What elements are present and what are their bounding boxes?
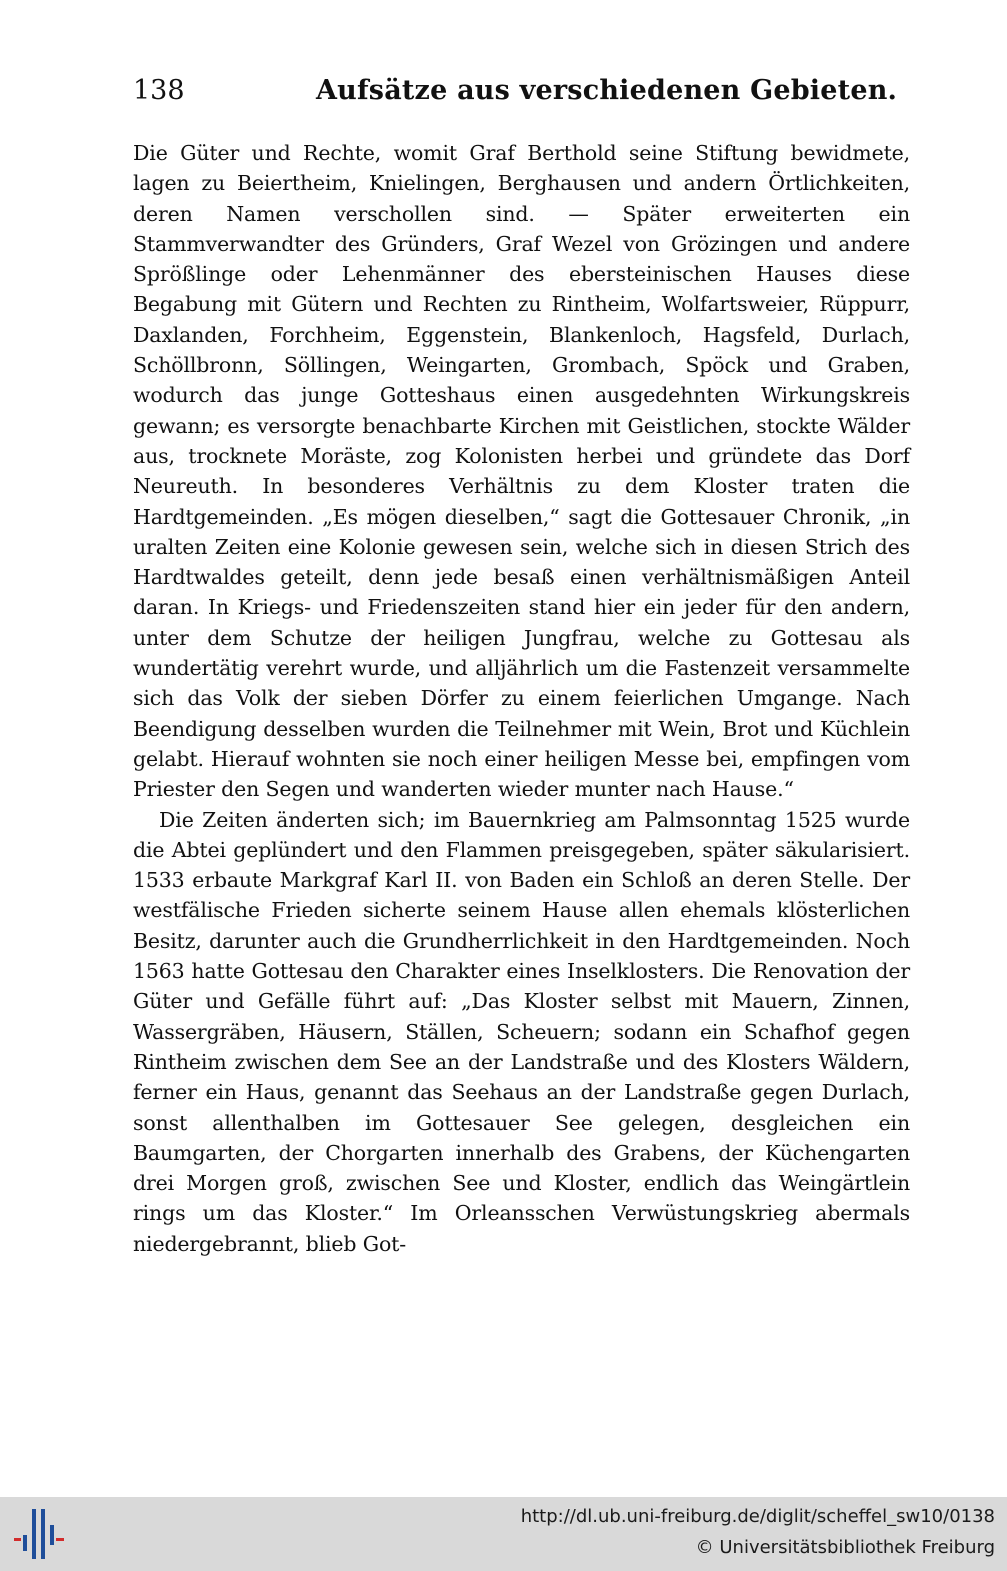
page-number: 138 <box>133 75 185 106</box>
footer-url[interactable]: http://dl.ub.uni-freiburg.de/diglit/scheffel_sw10/0138 <box>520 1506 995 1527</box>
footer-copyright: © Universitätsbibliothek Freiburg <box>695 1537 995 1558</box>
paragraph-2: Die Zeiten änderten sich; im Bauernkrieg am Palmsonntag 1525 wurde die Abtei geplündert und den Flammen preisgegeben, später säkularisiert. 1533 erbaute Markgraf Karl II. von Baden ein Schloß an deren Stelle. Der westfälische Frieden sicherte seinem Hause allen ehemals klösterlichen Besitz, darunter auch die Grundherrlichkeit in den Hardtgemeinden. Noch 1563 hatte Gottesau den Charakter eines Inselklosters. Die Renovation der Güter und Gefälle führt auf: „Das Kloster selbst mit Mauern, Zinnen, Wassergräben, Häusern, Ställen, Scheuern; sodann ein Schafhof gegen Rintheim zwischen dem See an der Landstraße und des Klosters Wäldern, ferner ein Haus, genannt das Seehaus an der Landstraße gegen Durlach, sonst allenthalben im Gottesauer See gelegen, desgleichen ein Baumgarten, der Chorgarten innerhalb des Grabens, der Küchengarten drei Morgen groß, zwischen See und Kloster, endlich das Weingärtlein rings um das Kloster.“ Im Orleansschen Verwüstungskrieg abermals niedergebrannt, blieb Got- <box>133 807 910 1256</box>
running-head <box>133 74 910 114</box>
body-text <box>133 138 910 1259</box>
paragraph-1: Die Güter und Rechte, womit Graf Berthold seine Stiftung bewidmete, lagen zu Beiertheim, Knielingen, Berghausen und andern Örtlichkeiten, deren Namen verschollen sind. — Später erweiterten ein Stammverwandter des Gründers, Graf Wezel von Grözingen und andere Sprößlinge oder Lehenmänner des ebersteinischen Hauses diese Begabung mit Gütern und Rechten zu Rintheim, Wolfartsweier, Rüppurr, Daxlanden, Forchheim, Eggenstein, Blankenloch, Hagsfeld, Durlach, Schöllbronn, Söllingen, Weingarten, Grombach, Spöck und Graben, wodurch das junge Gotteshaus einen ausgedehnten Wirkungskreis gewann; es versorgte benachbarte Kirchen mit Geistlichen, stockte Wälder aus, trocknete Moräste, zog Kolonisten herbei und gründete das Dorf Neureuth. In besonderes Verhältnis zu dem Kloster traten die Hardtgemeinden. „Es mögen dieselben,“ sagt die Gottesauer Chronik, „in uralten Zeiten eine Kolonie gewesen sein, welche sich in diesen Strich des Hardtwaldes geteilt, denn jede besaß einen verhältnismäßigen Anteil daran. In Kriegs- und Friedenszeiten stand hier ein jeder für den andern, unter dem Schutze der heiligen Jungfrau, welche zu Gottesau als wundertätig verehrt wurde, und alljährlich um die Fastenzeit versammelte sich das Volk der sieben Dörfer zu einem feierlichen Umgange. Nach Beendigung desselben wurden die Teilnehmer mit Wein, Brot und Küchlein gelabt. Hierauf wohnten sie noch einer heiligen Messe bei, empfingen vom Priester den Segen und wanderten wieder munter nach Hause.“ <box>133 141 910 802</box>
running-title: Aufsätze aus verschiedenen Gebieten. <box>316 75 898 106</box>
footer-bar <box>0 1497 1007 1571</box>
ub-freiburg-logo-icon <box>14 1507 64 1561</box>
